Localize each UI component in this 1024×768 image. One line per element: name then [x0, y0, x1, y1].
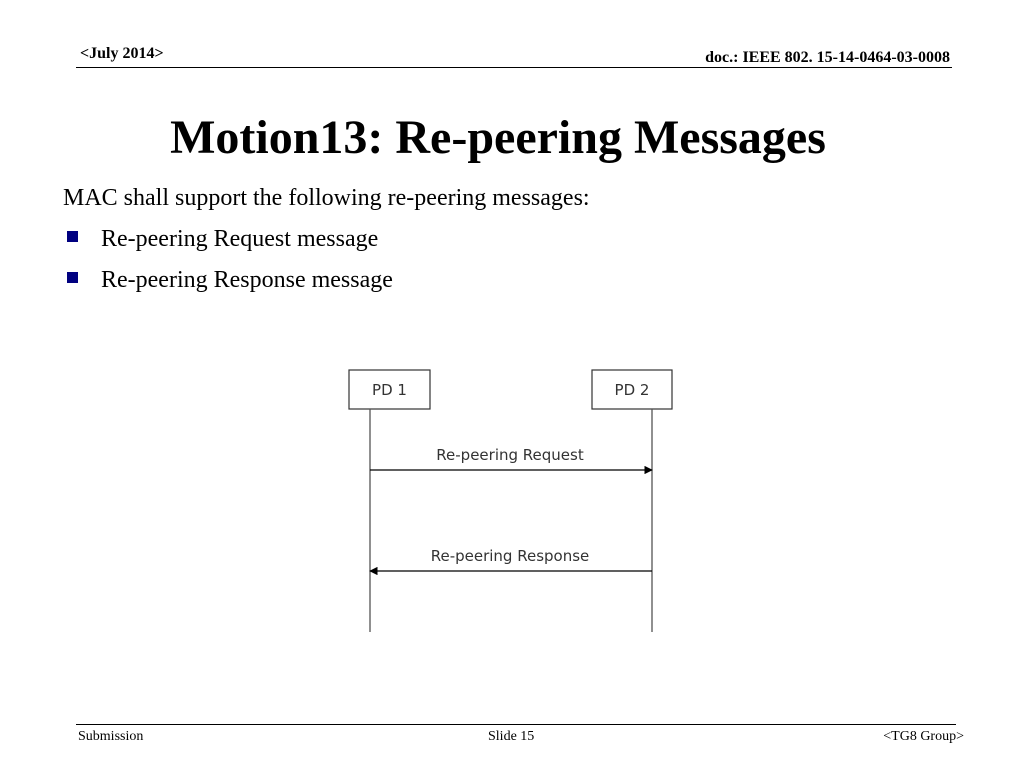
footer-group: <TG8 Group>: [883, 729, 964, 744]
message-label-response: Re-peering Response: [430, 547, 590, 565]
slide-title: Motion13: Re-peering Messages: [170, 111, 826, 164]
bullet-text: Re-peering Request message: [101, 226, 379, 252]
header-doc-id: doc.: IEEE 802. 15-14-0464-03-0008: [705, 49, 950, 66]
footer-slide-number: Slide 15: [488, 729, 535, 744]
footer-divider: [76, 724, 956, 725]
bullet-text: Re-peering Response message: [101, 267, 393, 293]
header-date: <July 2014>: [80, 45, 164, 62]
participant-label-pd1: PD 1: [372, 381, 407, 399]
participant-label-pd2: PD 2: [614, 381, 650, 399]
footer-submission: Submission: [78, 729, 144, 744]
message-label-request: Re-peering Request: [436, 446, 584, 464]
slide-intro-text: MAC shall support the following re-peering messages:: [63, 185, 590, 211]
